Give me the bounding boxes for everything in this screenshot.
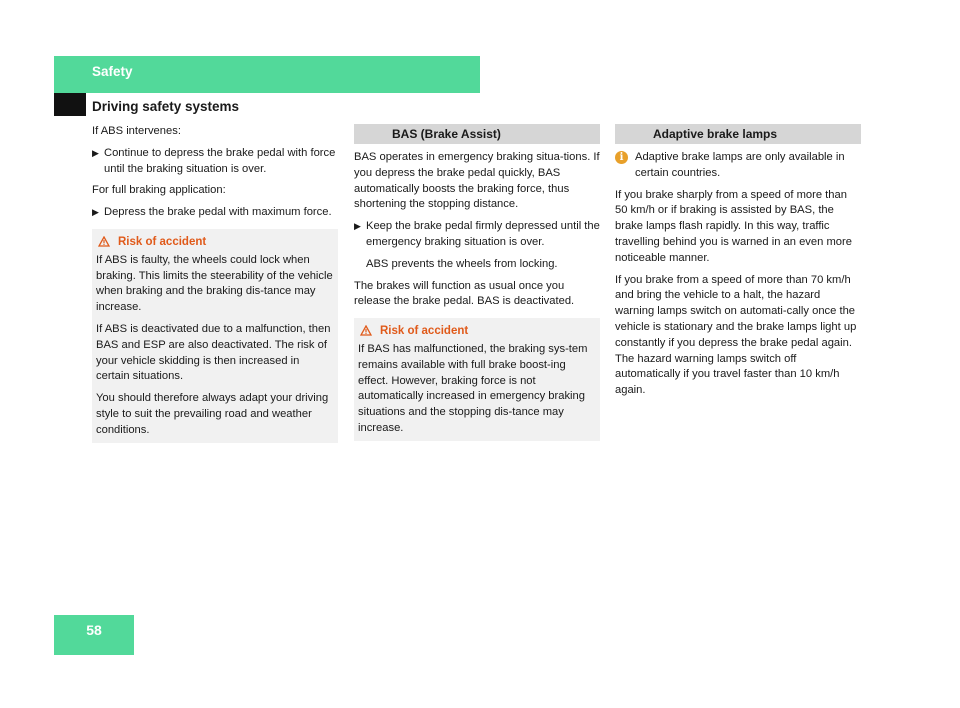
page-number: 58 (86, 622, 102, 638)
warning-title-text: Risk of accident (380, 325, 469, 338)
page-subtitle: Driving safety systems (92, 99, 240, 114)
warning-text: If BAS has malfunctioned, the braking sys-tem remains available with full brake boost-ing effect. However, braking force is not automatically increased in emergency braking situations and the stopping dis-tance may increase. (358, 342, 588, 434)
warning-title (358, 324, 596, 340)
arrow-right-icon: ▶ (92, 207, 99, 218)
bullet-result: ABS prevents the wheels from locking. (366, 257, 558, 270)
info-note (615, 150, 861, 182)
warning-text: If ABS is deactivated due to a malfunction, then BAS and ESP are also deactivated. The risk of your vehicle skidding is then increased in certain situations. (96, 322, 331, 383)
info-icon: i (615, 151, 628, 164)
section-header-band (54, 56, 480, 93)
abs-intro: If ABS intervenes: (92, 125, 181, 137)
warning-triangle-icon (360, 325, 372, 336)
info-text: Adaptive brake lamps are only available in certain countries. (635, 151, 845, 179)
section-marker (54, 93, 86, 116)
adaptive-paragraph: If you brake sharply from a speed of more than 50 km/h or if braking is assisted by BAS, the brake lamps flash rapidly. In this way, traffic travelling behind you is warned in an even more noticeable manner. (615, 188, 852, 264)
list-item (354, 219, 600, 251)
adaptive-heading: Adaptive brake lamps (615, 124, 861, 144)
warning-box (354, 318, 600, 441)
bullet-text: Continue to depress the brake pedal with force until the braking situation is over. (104, 146, 336, 175)
full-braking-intro: For full braking application: (92, 184, 226, 197)
bas-paragraph: BAS operates in emergency braking situa-tions. If you depress the brake pedal quickly, BAS automatically boosts the braking force, thus shortening the stopping distance. (354, 151, 600, 211)
column-bas (354, 124, 600, 441)
arrow-right-icon: ▶ (354, 221, 361, 232)
bullet-text: Depress the brake pedal with maximum force. (104, 206, 332, 219)
bas-paragraph: The brakes will function as usual once you release the brake pedal. BAS is deactivated. (354, 279, 575, 308)
warning-box (92, 229, 338, 443)
list-item (92, 205, 338, 221)
warning-triangle-icon (98, 236, 110, 247)
warning-title-text: Risk of accident (118, 235, 207, 248)
column-abs (92, 124, 338, 443)
section-title: Safety (92, 64, 133, 79)
column-adaptive-brake-lamps (615, 124, 861, 405)
bullet-text: Keep the brake pedal firmly depressed until the emergency braking situation is over. (366, 220, 600, 248)
page-number-box (54, 615, 134, 655)
warning-text: You should therefore always adapt your driving style to suit the prevailing road and weather conditions. (96, 392, 329, 436)
adaptive-paragraph: If you brake from a speed of more than 70 km/h and bring the vehicle to a halt, the hazard warning lamps switch on automati-cally once the vehicle is stationary and the brake lamps light up constantly if you depress the brake pedal again. The hazard warning lamps switch off automatically if you travel faster than 10 km/h again. (615, 273, 857, 397)
bas-heading: BAS (Brake Assist) (354, 124, 600, 144)
warning-title (96, 235, 334, 251)
arrow-right-icon: ▶ (92, 147, 99, 158)
warning-text: If ABS is faulty, the wheels could lock when braking. This limits the steerability of the vehicle when braking and the braking dis-tance may increase. (96, 253, 333, 314)
list-item (92, 146, 338, 178)
